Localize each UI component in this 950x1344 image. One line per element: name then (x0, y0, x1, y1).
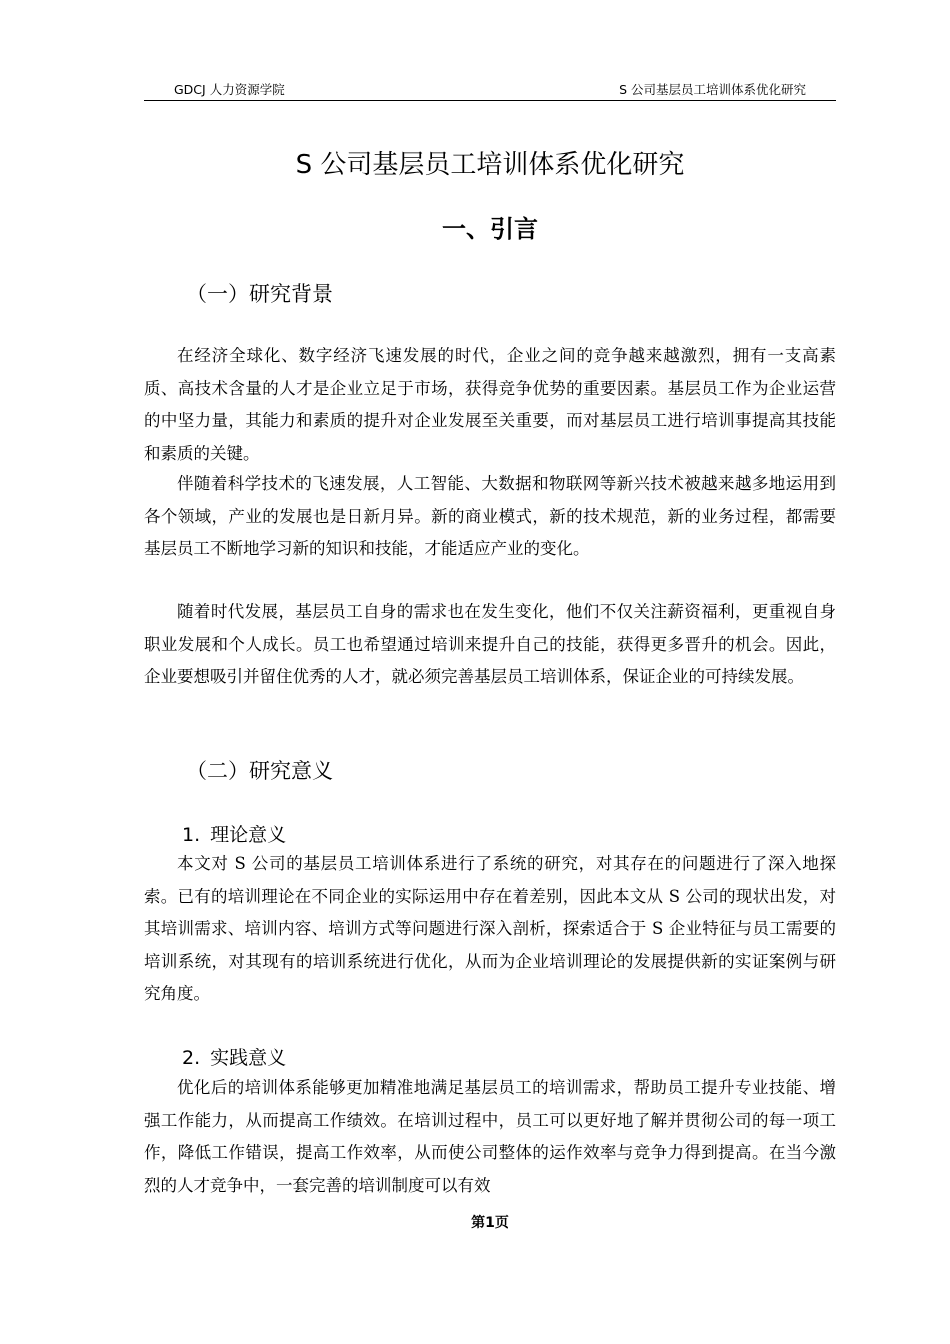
section-heading-significance: （二）研究意义 (186, 759, 333, 783)
document-title: S 公司基层员工培训体系优化研究 (295, 150, 685, 180)
paragraph-background-2: 伴随着科学技术的飞速发展，人工智能、大数据和物联网等新兴技术被越来越多地运用到各个领域，产业的发展也是日新月异。新的商业模式，新的技术规范，新的业务过程，都需要基层员工不断地学习新的知识和技能，才能适应产业的变化。 (144, 474, 836, 558)
paragraph-background-1: 在经济全球化、数字经济飞速发展的时代，企业之间的竞争越来越激烈，拥有一支高素质、高技术含量的人才是企业立足于市场，获得竞争优势的重要因素。基层员工作为企业运营的中坚力量，其能力和素质的提升对企业发展至关重要，而对基层员工进行培训事提高其技能和素质的关键。 (144, 346, 836, 463)
subsection-number: 1. (182, 824, 201, 846)
paragraph-background-3: 随着时代发展，基层员工自身的需求也在发生变化，他们不仅关注薪资福利，更重视自身职业发展和个人成长。员工也希望通过培训来提升自己的技能，获得更多晋升的机会。因此，企业要想吸引并留住优秀的人才，就必须完善基层员工培训体系，保证企业的可持续发展。 (144, 602, 836, 686)
subsection-heading-theory (182, 821, 286, 849)
chapter-heading: 一、引言 (442, 215, 538, 243)
paragraph-practice: 优化后的培训体系能够更加精准地满足基层员工的培训需求，帮助员工提升专业技能、增强工作能力，从而提高工作绩效。在培训过程中，员工可以更好地了解并贯彻公司的每一项工作，降低工作错误，提高工作效率，从而使公司整体的运作效率与竞争力得到提高。在当今激烈的人才竞争中，一套完善的培训制度可以有效 (144, 1078, 836, 1195)
page-header (144, 78, 836, 101)
header-institution: GDCJ 人力资源学院 (174, 82, 285, 97)
subsection-number: 2. (182, 1047, 201, 1069)
section-heading-background: （一）研究背景 (186, 282, 333, 306)
subsection-heading-practice (182, 1044, 286, 1072)
subsection-title: 实践意义 (210, 1047, 287, 1069)
header-doc-title: S 公司基层员工培训体系优化研究 (619, 82, 806, 97)
page-number: 第1页 (471, 1215, 509, 1231)
paragraph-theory: 本文对 S 公司的基层员工培训体系进行了系统的研究，对其存在的问题进行了深入地探索。已有的培训理论在不同企业的实际运用中存在着差别，因此本文从 S 公司的现状出发，对其培训需求、培训内容、培训方式等问题进行深入剖析，探索适合于 S 企业特征与员工需要的培训系统，对其现有的培训系统进行优化，从而为企业培训理论的发展提供新的实证案例与研究角度。 (144, 854, 836, 1003)
subsection-title: 理论意义 (210, 824, 287, 846)
